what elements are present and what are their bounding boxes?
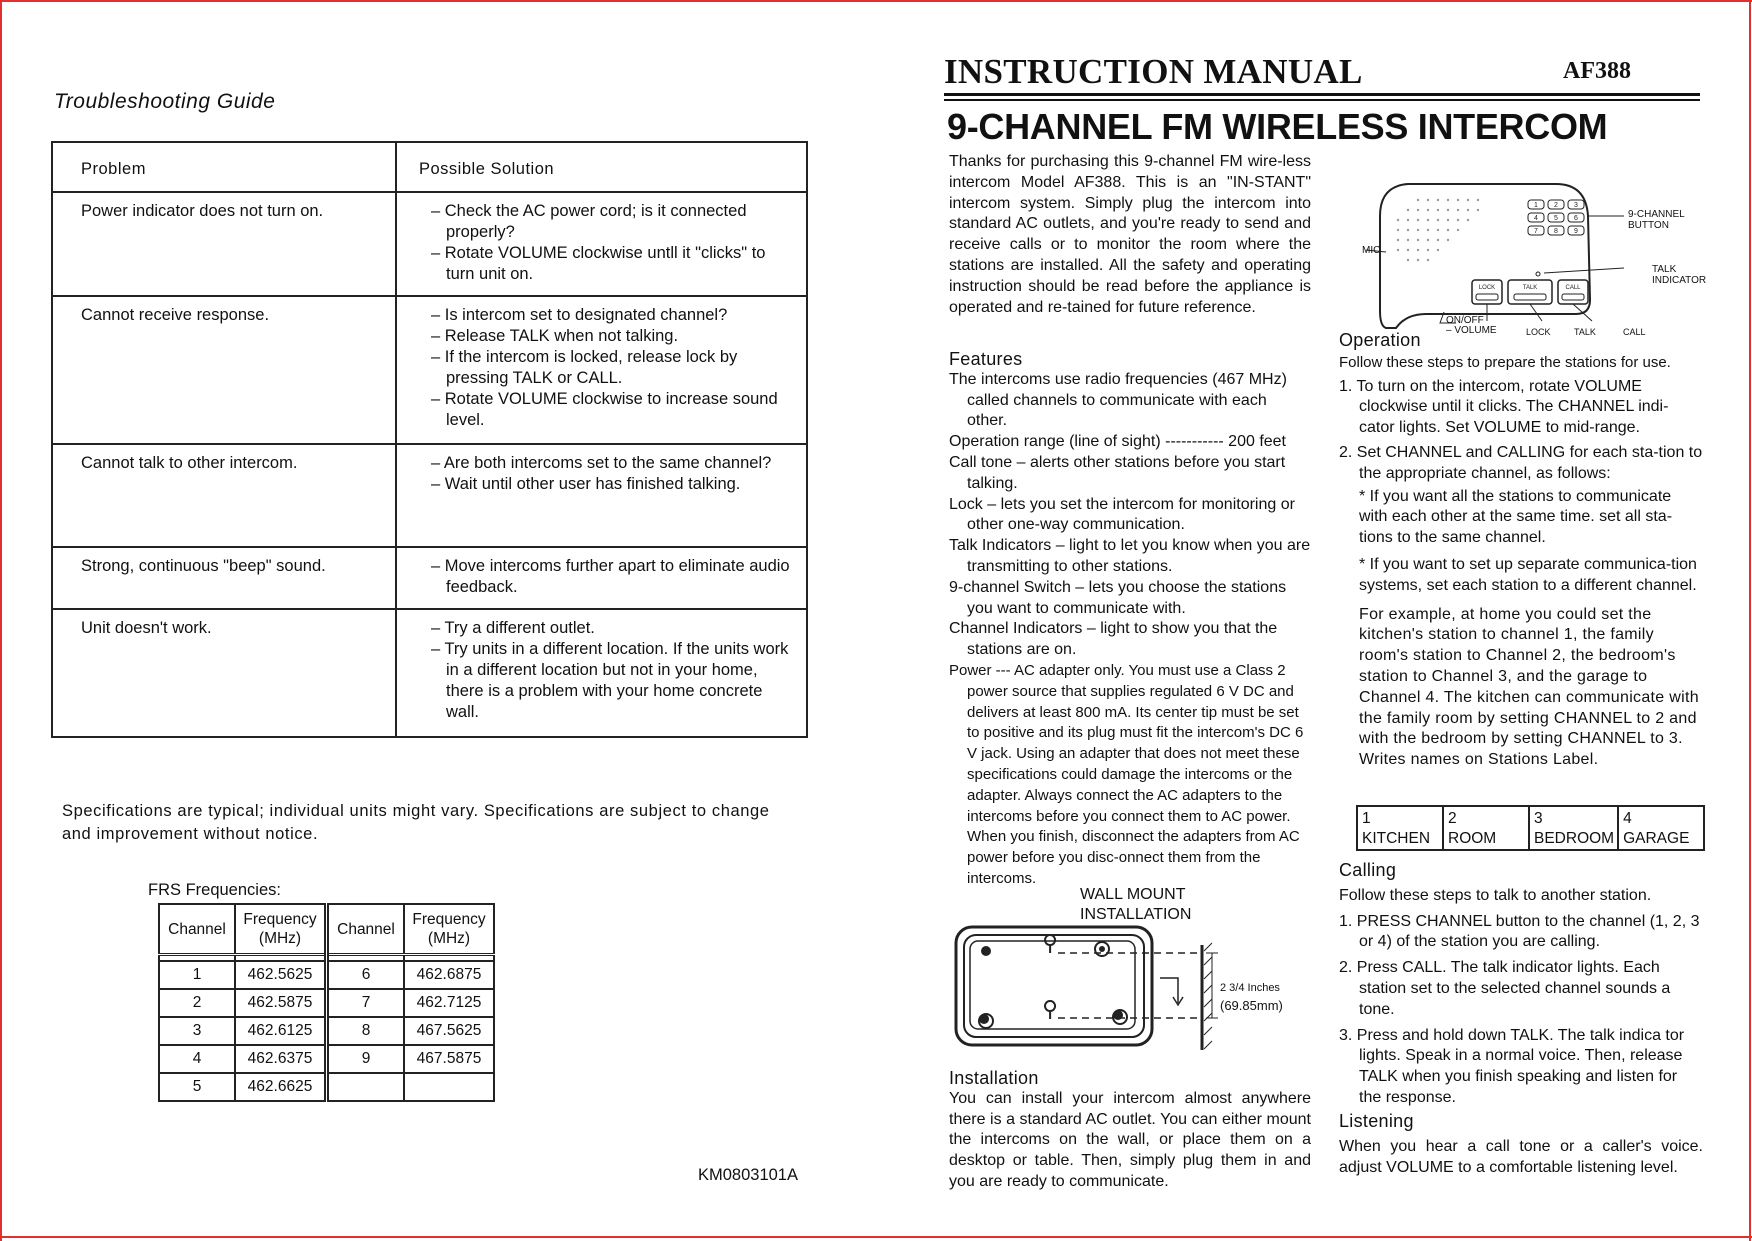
- key-3: 3: [1574, 202, 1578, 209]
- left-edge-line: [0, 0, 2, 1241]
- station-cell: 1 KITCHEN: [1357, 806, 1443, 850]
- frs-cell: 462.5875: [235, 989, 327, 1017]
- operation-heading: Operation: [1339, 330, 1421, 350]
- feature-item: Lock – lets you set the intercom for monitoring or other one-way communication.: [949, 495, 1295, 534]
- operation-section: [1339, 330, 1703, 771]
- problem-cell: Unit doesn't work.: [52, 609, 396, 737]
- solution-line: – Check the AC power cord; is it connected properly?: [431, 202, 747, 241]
- dimension-label: 2 3/4 Inches (69.85mm): [1220, 982, 1283, 1013]
- operation-note: * If you want all the stations to communicate with each other at the same time. set all sta-tions to the same channel.: [1359, 487, 1673, 547]
- features-heading: Features: [949, 349, 1023, 369]
- frs-cell: 4: [159, 1045, 235, 1073]
- problem-cell: Cannot talk to other intercom.: [52, 444, 396, 547]
- solution-line: – Rotate VOLUME clockwise to increase sound level.: [431, 390, 778, 429]
- frs-title: FRS Frequencies:: [148, 881, 281, 899]
- solution-cell: [396, 192, 807, 296]
- operation-step: 1. To turn on the intercom, rotate VOLUME clockwise until it clicks. The CHANNEL indi-cator lights. Set VOLUME to mid-range.: [1339, 377, 1669, 437]
- table-row: [52, 547, 807, 609]
- calling-step: 2. Press CALL. The talk indicator lights. Each station set to the selected channel sounds a tone.: [1339, 959, 1671, 1018]
- station-cell: 4 GARAGE: [1618, 806, 1704, 850]
- frs-cell: 9: [327, 1045, 405, 1073]
- solution-line: – Try units in a different location. If the units work in a different location but not in your home, there is a problem with your home concrete wall.: [431, 640, 789, 721]
- problem-cell: Cannot receive response.: [52, 296, 396, 444]
- operation-example: For example, at home you could set the kitchen's station to channel 1, the family room's station to Channel 2, the bedroom's station to Channel 3, and the garage to Channel 4. The kitchen can communicate with the family room by setting CHANNEL to 2 and with the bedroom by setting CHANNEL to 3. Writes names on Stations Label.: [1359, 605, 1699, 769]
- label-9channel-button: 9-CHANNEL BUTTON: [1628, 209, 1685, 231]
- table-row: [159, 961, 494, 989]
- model-number: AF388: [1563, 58, 1631, 84]
- station-cell: 3 BEDROOM: [1529, 806, 1618, 850]
- frs-cell: 462.6375: [235, 1045, 327, 1073]
- stations-table: [1356, 805, 1705, 851]
- frs-col-channel: Channel: [327, 904, 405, 955]
- frs-cell: 3: [159, 1017, 235, 1045]
- solution-cell: [396, 444, 807, 547]
- table-row: [52, 296, 807, 444]
- operation-intro: Follow these steps to prepare the stations for use.: [1339, 353, 1671, 371]
- installation-heading: Installation: [949, 1068, 1039, 1088]
- feature-item: Power --- AC adapter only. You must use a Class 2 power source that supplies regulated 6 V DC and delivers at least 800 mA. Its center tip must be set to positive and its plug must fit the intercom's DC 6 V jack. Using an adapter that does not meet these specifications could damage the intercoms or the adapter. Always connect the AC adapters to the intercoms before you connect them to AC power. When you finish, disconnect the adapters from AC power before you disc-onnect them from the intercoms.: [949, 661, 1304, 887]
- feature-item: Operation range (line of sight) ----------- 200 feet: [949, 433, 1286, 451]
- listening-section: [1339, 1111, 1703, 1178]
- header-rule-thin: [944, 99, 1700, 101]
- solution-line: – Are both intercoms set to the same channel?: [431, 454, 772, 472]
- calling-step: 1. PRESS CHANNEL button to the channel (1, 2, 3 or 4) of the station you are calling.: [1339, 912, 1700, 951]
- solution-cell: [396, 296, 807, 444]
- lock-button-label: LOCK: [1478, 285, 1496, 291]
- wall-mount-title: WALL MOUNT INSTALLATION: [1080, 886, 1192, 923]
- solution-cell: [396, 547, 807, 609]
- col-solution-header: Possible Solution: [396, 142, 807, 192]
- bottom-edge-line: [0, 1236, 1752, 1238]
- top-edge-line: [0, 0, 1752, 2]
- listening-heading: Listening: [1339, 1111, 1414, 1131]
- solution-line: – If the intercom is locked, release lock by pressing TALK or CALL.: [431, 348, 738, 387]
- frs-cell: 6: [327, 961, 405, 989]
- feature-item: Channel Indicators – light to show you that the stations are on.: [949, 620, 1278, 659]
- talk-button-label: TALK: [1522, 285, 1538, 291]
- troubleshooting-table: [51, 141, 808, 738]
- wall-mount-diagram: [950, 915, 1250, 1055]
- table-row: [159, 989, 494, 1017]
- product-title: 9-CHANNEL FM WIRELESS INTERCOM: [947, 106, 1608, 147]
- calling-intro: Follow these steps to talk to another station.: [1339, 886, 1652, 904]
- document-number: KM0803101A: [698, 1166, 798, 1184]
- calling-heading: Calling: [1339, 860, 1397, 880]
- calling-step: 3. Press and hold down TALK. The talk indica tor lights. Speak in a normal voice. Then, release TALK when you finish speaking and listen for the response.: [1339, 1026, 1685, 1106]
- intro-paragraph: Thanks for purchasing this 9-channel FM wire-less intercom Model AF388. This is an "IN-STANT" intercom system. Simply plug the intercom into standard AC outlets, and you're ready to send and receive calls or to monitor the room where the stations are installed. All the safety and operating instruction should be read before the appliance is operated and re-tained for future reference.: [949, 153, 1311, 316]
- calling-section: [1339, 860, 1703, 1109]
- frs-cell: [404, 1073, 494, 1101]
- label-mic: MIC: [1362, 245, 1381, 256]
- solution-line: – Move intercoms further apart to eliminate audio feedback.: [431, 557, 790, 596]
- frs-cell: 462.5625: [235, 961, 327, 989]
- key-7: 7: [1534, 228, 1538, 235]
- listening-text: When you hear a call tone or a caller's voice. adjust VOLUME to a comfortable listening level.: [1339, 1137, 1703, 1176]
- installation-section: [949, 1068, 1311, 1193]
- label-lock: LOCK: [1526, 327, 1551, 337]
- frs-cell: 1: [159, 961, 235, 989]
- header-rule: [944, 93, 1700, 96]
- frs-cell: 5: [159, 1073, 235, 1101]
- feature-item: Talk Indicators – light to let you know when you are transmitting to other stations.: [949, 537, 1311, 575]
- call-button-label: CALL: [1565, 285, 1581, 291]
- features-section: [949, 349, 1311, 890]
- problem-cell: Power indicator does not turn on.: [52, 192, 396, 296]
- label-talk: TALK: [1574, 327, 1596, 337]
- solution-line: – Is intercom set to designated channel?: [431, 306, 728, 324]
- solution-line: – Wait until other user has finished talking.: [431, 475, 741, 493]
- troubleshooting-title: Troubleshooting Guide: [54, 90, 276, 113]
- key-5: 5: [1554, 215, 1558, 222]
- frs-cell: 8: [327, 1017, 405, 1045]
- key-6: 6: [1574, 215, 1578, 222]
- col-problem-header: Problem: [52, 142, 396, 192]
- table-row: [52, 444, 807, 547]
- table-row: [159, 1045, 494, 1073]
- feature-item: The intercoms use radio frequencies (467 MHz) called channels to communicate with each other.: [949, 370, 1287, 430]
- frs-cell: 467.5875: [404, 1045, 494, 1073]
- frs-cell: 462.6625: [235, 1073, 327, 1101]
- right-edge-line: [1749, 0, 1751, 1241]
- frs-cell: 7: [327, 989, 405, 1017]
- key-2: 2: [1554, 202, 1558, 209]
- solution-cell: [396, 609, 807, 737]
- feature-item: Call tone – alerts other stations before you start talking.: [949, 453, 1286, 492]
- manual-title: INSTRUCTION MANUAL: [944, 52, 1363, 91]
- specifications-note: Specifications are typical; individual units might vary. Specifications are subject to change and improvement without notice.: [62, 802, 770, 843]
- label-call: CALL: [1623, 327, 1646, 337]
- problem-cell: Strong, continuous "beep" sound.: [52, 547, 396, 609]
- frs-cell: [327, 1073, 405, 1101]
- feature-item: 9-channel Switch – lets you choose the stations you want to communicate with.: [949, 578, 1287, 617]
- frs-cell: 2: [159, 989, 235, 1017]
- frs-cell: 462.6875: [404, 961, 494, 989]
- operation-note: * If you want to set up separate communica-tion systems, set each station to a different channel.: [1359, 555, 1697, 594]
- operation-step: 2. Set CHANNEL and CALLING for each sta-tion to the appropriate channel, as follows:: [1339, 443, 1703, 482]
- solution-line: – Rotate VOLUME clockwise untll it "clicks" to turn unit on.: [431, 244, 766, 283]
- frs-col-channel: Channel: [159, 904, 235, 955]
- intercom-diagram: [1356, 176, 1706, 341]
- label-on-off-volume: ON/OFF – VOLUME: [1446, 315, 1497, 336]
- frs-cell: 467.5625: [404, 1017, 494, 1045]
- frs-col-frequency: Frequency (MHz): [235, 904, 327, 955]
- station-cell: 2 ROOM: [1443, 806, 1529, 850]
- frs-col-frequency: Frequency (MHz): [404, 904, 494, 955]
- table-row: [52, 192, 807, 296]
- key-1: 1: [1534, 202, 1538, 209]
- frs-table: [158, 903, 495, 1102]
- frs-cell: 462.6125: [235, 1017, 327, 1045]
- table-row: [159, 1073, 494, 1101]
- solution-line: – Try a different outlet.: [431, 619, 595, 637]
- key-8: 8: [1554, 228, 1558, 235]
- label-talk-indicator: TALK INDICATOR: [1652, 264, 1707, 286]
- table-row: [52, 609, 807, 737]
- frs-cell: 462.7125: [404, 989, 494, 1017]
- key-9: 9: [1574, 228, 1578, 235]
- solution-line: – Release TALK when not talking.: [431, 327, 679, 345]
- table-row: [159, 1017, 494, 1045]
- installation-text: You can install your intercom almost anywhere there is a standard AC outlet. You can either mount the intercoms on the wall, or place them on a desktop or table. Then, simply plug them in and you are ready to communicate.: [949, 1089, 1311, 1190]
- key-4: 4: [1534, 215, 1538, 222]
